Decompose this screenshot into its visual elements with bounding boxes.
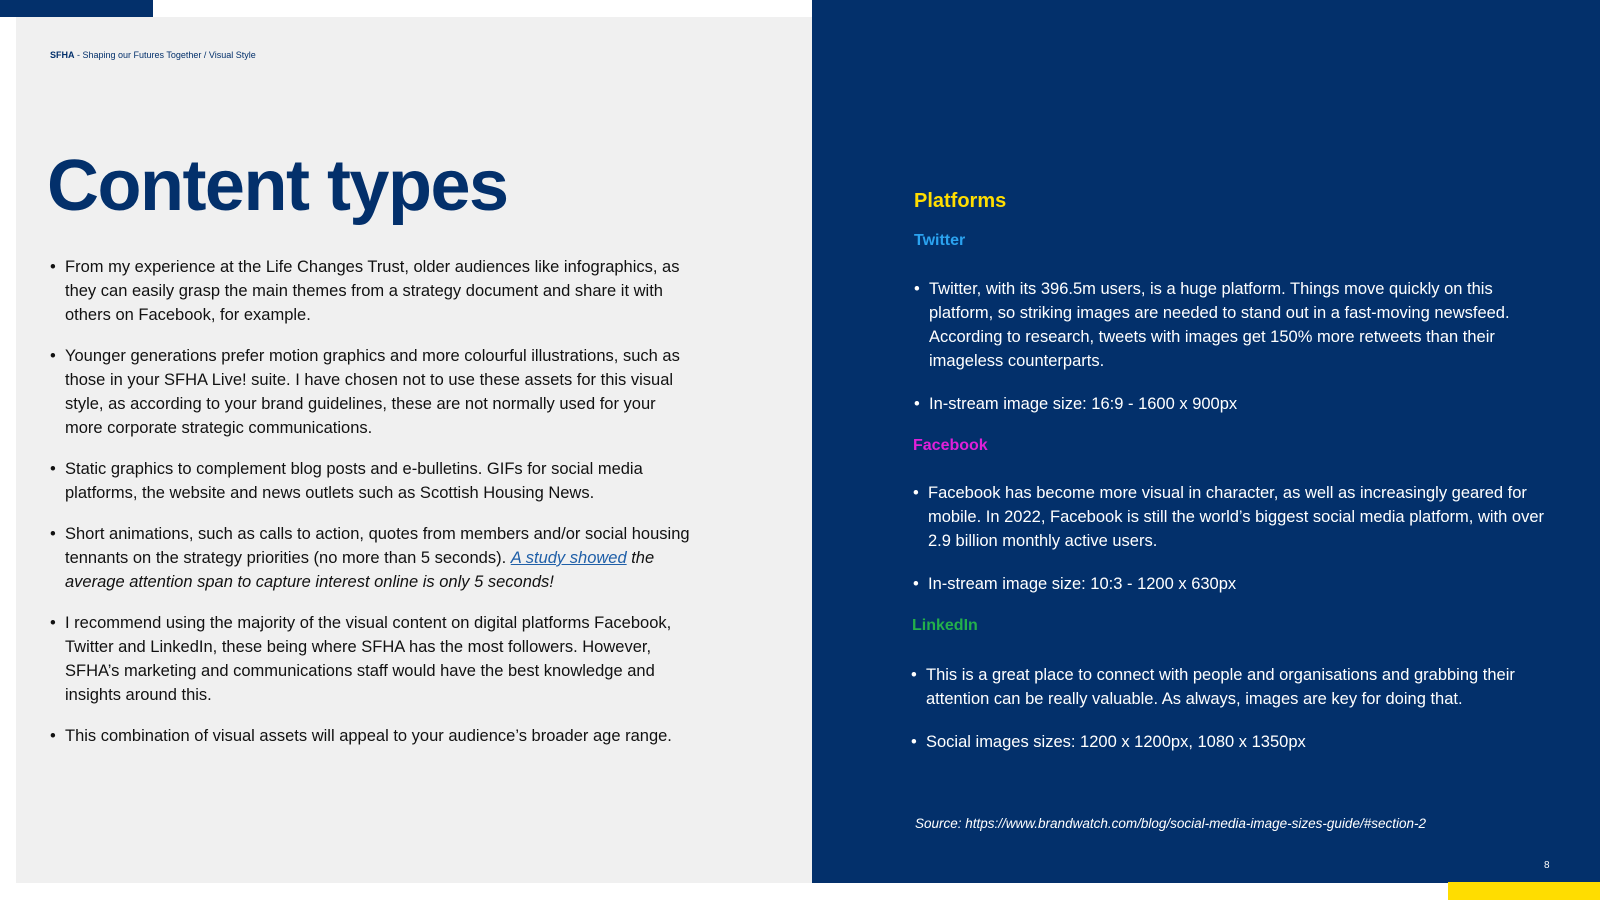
linkedin-heading: LinkedIn [912, 617, 978, 634]
list-item: • From my experience at the Life Changes Trust, older audiences like infographics, as they can easily grasp the main themes from a strategy document and share it with others on Facebook, for example. [50, 255, 690, 327]
bottom-accent-bar [1448, 882, 1600, 900]
list-item: • Twitter, with its 396.5m users, is a huge platform. Things move quickly on this platform, so striking images are needed to stand out in a fast-moving newsfeed. According to research, tweets with images get 150% more retweets than their imageless counterparts. [914, 277, 1554, 373]
content-types-list [50, 255, 690, 765]
linkedin-list [911, 663, 1551, 773]
list-item: • In-stream image size: 16:9 - 1600 x 900px [914, 392, 1554, 416]
list-item: • This combination of visual assets will appeal to your audience’s broader age range. [50, 724, 690, 748]
list-item: • Facebook has become more visual in character, as well as increasingly geared for mobile. In 2022, Facebook is still the world’s biggest social media platform, with over 2.9 billion monthly active users. [913, 481, 1553, 553]
study-link[interactable]: A study showed [510, 549, 627, 567]
twitter-list [914, 277, 1554, 435]
list-item: • Static graphics to complement blog posts and e-bulletins. GIFs for social media platforms, the website and news outlets such as Scottish Housing News. [50, 457, 690, 505]
breadcrumb [50, 50, 256, 60]
breadcrumb-path: - Shaping our Futures Together / Visual Style [74, 50, 256, 60]
list-item: • This is a great place to connect with people and organisations and grabbing their attention can be really valuable. As always, images are key for doing that. [911, 663, 1551, 711]
twitter-heading: Twitter [914, 232, 966, 249]
facebook-list [913, 481, 1553, 615]
left-content-panel [16, 17, 812, 883]
platforms-panel [812, 0, 1600, 883]
list-item [50, 522, 690, 594]
list-item: • I recommend using the majority of the visual content on digital platforms Facebook, Twitter and LinkedIn, these being where SFHA has the most followers. However, SFHA’s marketing and communications staff would have the best knowledge and insights around this. [50, 611, 690, 707]
attention-span-note: the average attention span to capture interest online is only 5 seconds! [65, 549, 655, 591]
list-item: • Younger generations prefer motion graphics and more colourful illustrations, such as those in your SFHA Live! suite. I have chosen not to use these assets for this visual style, as according to your brand guidelines, these are not normally used for your more corporate strategic communications. [50, 344, 690, 440]
page-number: 8 [1544, 860, 1550, 871]
facebook-heading: Facebook [913, 437, 988, 454]
platforms-heading: Platforms [914, 190, 1007, 212]
list-item: • Social images sizes: 1200 x 1200px, 1080 x 1350px [911, 730, 1551, 754]
top-accent-bar [0, 0, 153, 17]
page-title: Content types [47, 146, 508, 226]
breadcrumb-brand: SFHA [50, 50, 75, 60]
source-citation: Source: https://www.brandwatch.com/blog/social-media-image-sizes-guide/#section-2 [915, 816, 1426, 831]
list-item: • In-stream image size: 10:3 - 1200 x 630px [913, 572, 1553, 596]
list-item-text: Short animations, such as calls to action, quotes from members and/or social housing tennants on the strategy priorities (no more than 5 seconds). [65, 525, 690, 567]
